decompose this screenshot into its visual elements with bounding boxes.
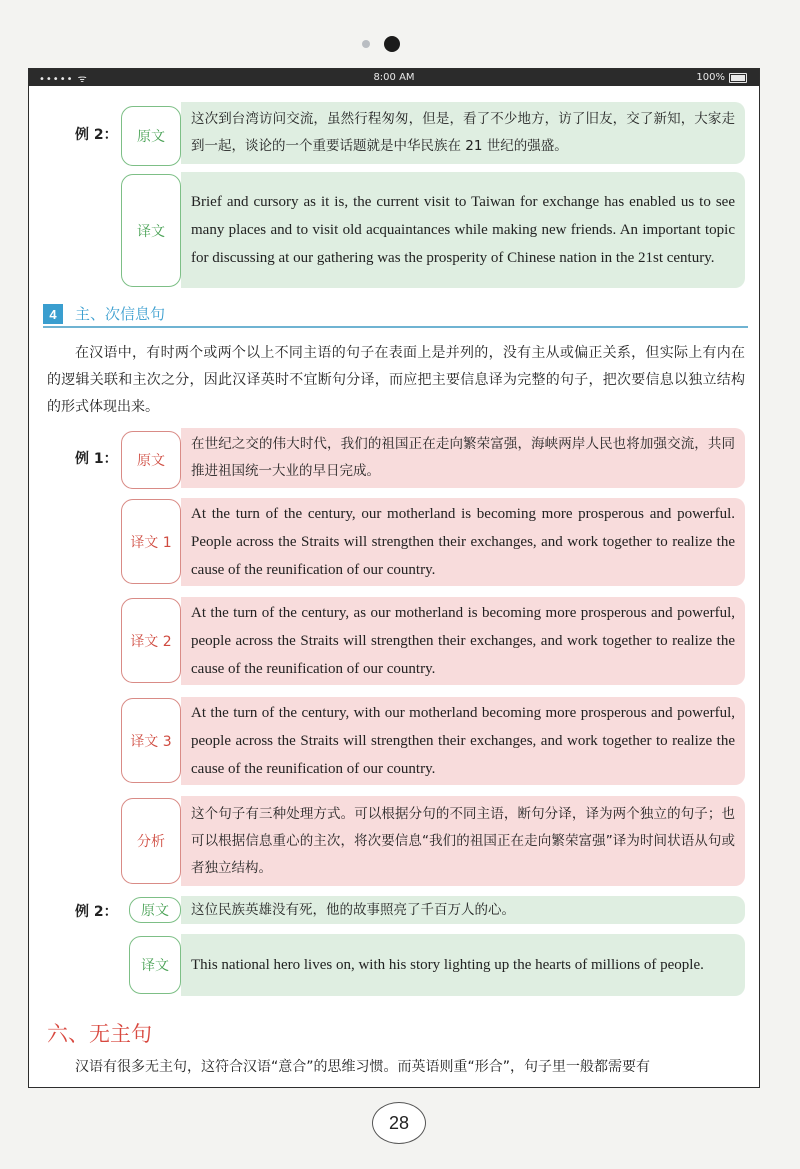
- section-number: 4: [43, 304, 63, 324]
- status-bar: [29, 69, 759, 86]
- device-camera: [0, 36, 800, 52]
- translation-tag: 译文: [129, 936, 181, 994]
- analysis-text: 这个句子有三种处理方式。可以根据分句的不同主语，断句分译，译为两个独立的句子；也可以根据信息重心的主次，将次要信息“我们的祖国正在走向繁荣富强”译为时间状语从句或者独立结构。: [191, 805, 735, 876]
- translation-2-text: At the turn of the century, as our motherland is becoming more prosperous and powerful, people across the Straits will strengthen their exchanges, and work together to realize the cause of the reunification of our country.: [191, 605, 735, 677]
- status-time: 8:00 AM: [373, 72, 415, 83]
- source-text: 这次到台湾访问交流，虽然行程匆匆，但是，看了不少地方，访了旧友，交了新知，大家走到一起，谈论的一个重要话题就是中华民族在 21 世纪的强盛。: [191, 111, 735, 154]
- tablet-screen: [28, 68, 760, 1088]
- translation-3-text: At the turn of the century, with our motherland becoming more prosperous and powerful, people across the Straits will strengthen their exchanges, and work together to realize the cause of the reunification of our country.: [191, 705, 735, 777]
- source-text-box: [181, 896, 745, 924]
- signal-icon: ••••• ᯤ: [39, 74, 88, 85]
- analysis-tag: 分析: [121, 798, 181, 884]
- source-text-box: [181, 102, 745, 164]
- translation-2-text-box: [181, 597, 745, 685]
- translation-text: Brief and cursory as it is, the current visit to Taiwan for exchange has enabled us to see many places and to visit old acquaintances while making new friends. An important topic for discussing at our gathering was the prosperity of Chinese nation in the 21st century.: [191, 194, 735, 266]
- camera-lens: [384, 36, 400, 52]
- translation-text-box: [181, 172, 745, 288]
- translation-1-tag: 译文 1: [121, 499, 181, 584]
- source-text-box: [181, 428, 745, 488]
- chapter-text: 汉语有很多无主句，这符合汉语“意合”的思维习惯。而英语则重“形合”，句子里一般都需要有: [75, 1059, 651, 1075]
- sensor-dot: [362, 40, 370, 48]
- example-label: 例 2：: [75, 127, 118, 143]
- source-tag: 原文: [121, 106, 181, 166]
- battery-indicator: [696, 72, 747, 83]
- section-intro: 在汉语中，有时两个或两个以上不同主语的句子在表面上是并列的，没有主从或偏正关系，但实际上有内在的逻辑关联和主次之分，因此汉译英时不宜断句分译，而应把主要信息译为完整的句子，把次要信息以独立结构的形式体现出来。: [47, 345, 745, 415]
- source-tag: 原文: [121, 431, 181, 489]
- section-title: 主、次信息句: [75, 305, 166, 323]
- analysis-text-box: [181, 796, 745, 886]
- translation-1-text-box: [181, 498, 745, 586]
- battery-icon: [729, 73, 747, 83]
- example-label: 例 1：: [75, 451, 118, 467]
- translation-2-tag: 译文 2: [121, 598, 181, 683]
- section-heading: [43, 304, 748, 328]
- source-text: 在世纪之交的伟大时代，我们的祖国正在走向繁荣富强，海峡两岸人民也将加强交流，共同推进祖国统一大业的早日完成。: [191, 436, 735, 479]
- chapter-heading: 六、无主句: [47, 1022, 152, 1046]
- translation-3-tag: 译文 3: [121, 698, 181, 783]
- translation-3-text-box: [181, 697, 745, 785]
- source-tag: 原文: [129, 897, 181, 923]
- translation-tag: 译文: [121, 174, 181, 287]
- page-content: [29, 86, 759, 1087]
- translation-text: This national hero lives on, with his story lighting up the hearts of millions of people.: [191, 957, 704, 973]
- source-text: 这位民族英雄没有死，他的故事照亮了千百万人的心。: [191, 901, 515, 918]
- battery-percent: 100%: [696, 72, 725, 83]
- translation-1-text: At the turn of the century, our motherland is becoming more prosperous and powerful. People across the Straits will strengthen their exchanges, and work together to realize the cause of the reunification of our country.: [191, 506, 735, 578]
- translation-text-box: [181, 934, 745, 996]
- page-number: 28: [372, 1102, 426, 1144]
- example-label: 例 2：: [75, 904, 118, 920]
